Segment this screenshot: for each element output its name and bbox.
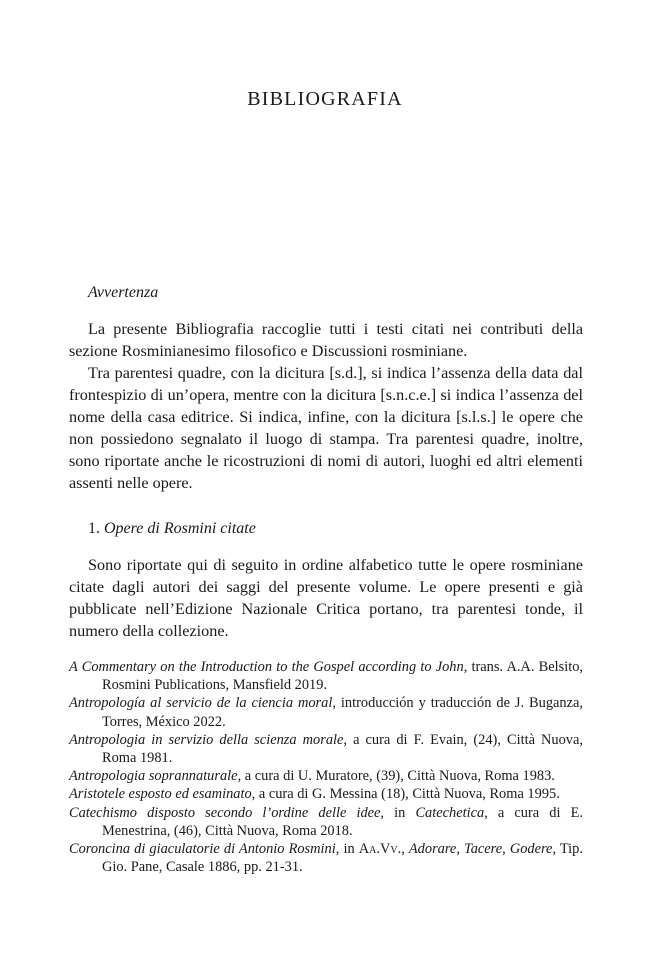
bibliography-entries [69, 658, 583, 876]
section-1-paragraph: Sono riportate qui di seguito in ordine alfabetico tutte le opere rosminiane citate dagli autori dei saggi del presente volume. Le opere presenti e già pubblicate nell’Edizione Nazionale Critica portano, tra parentesi tonde, il numero della collezione. [69, 556, 583, 640]
avvertenza-heading: Avvertenza [88, 284, 159, 301]
avvertenza-text [69, 318, 583, 494]
section-1-heading [69, 520, 602, 538]
bibliography-entry: Antropologia in servizio della scienza morale, a cura di F. Evain, (24), Città Nuova, Roma 1981. [69, 731, 583, 767]
bibliography-entry: Aristotele esposto ed esaminato, a cura di G. Messina (18), Città Nuova, Roma 1995. [69, 786, 560, 803]
section-1-number: 1. [88, 520, 100, 537]
bibliography-entry: Antropologia soprannaturale, a cura di U. Muratore, (39), Città Nuova, Roma 1983. [69, 768, 555, 785]
bibliography-entry: Catechismo disposto secondo l’ordine delle idee, in Catechetica, a cura di E. Menestrina, (46), Città Nuova, Roma 2018. [69, 804, 583, 839]
avvertenza-paragraph-1: La presente Bibliografia raccoglie tutti i testi citati nei contributi della sezione Rosminianesimo filosofico e Discussioni rosminiane. [69, 320, 583, 360]
page-title: BIBLIOGRAFIA [247, 88, 403, 110]
section-1-text [69, 554, 583, 642]
avvertenza-paragraph-2: Tra parentesi quadre, con la dicitura [s.d.], si indica l’assenza della data dal frontespizio di un’opera, mentre con la dicitura [s.n.c.e.] si indica l’assenza del nome della casa editrice. Si indica, infine, con la dicitura [s.l.s.] le opere che non possiedono segnalato il luogo di stampa. Tra parentesi quadre, inoltre, sono riportate anche le ricostruzioni di nomi di autori, luoghi ed altri elementi assenti nelle opere. [69, 364, 583, 492]
bibliography-entry: Coroncina di giaculatorie di Antonio Rosmini, in Aa.Vv., Adorare, Tacere, Godere, Tip. Gio. Pane, Casale 1886, pp. 21-31. [69, 841, 583, 876]
section-1-title: Opere di Rosmini citate [104, 520, 256, 537]
bibliography-entry: A Commentary on the Introduction to the Gospel according to John, trans. A.A. Belsito, Rosmini Publications, Mansfield 2019. [69, 659, 583, 694]
bibliography-entry: Antropología al servicio de la ciencia moral, introducción y traducción de J. Buganza, Torres, México 2022. [69, 695, 583, 730]
